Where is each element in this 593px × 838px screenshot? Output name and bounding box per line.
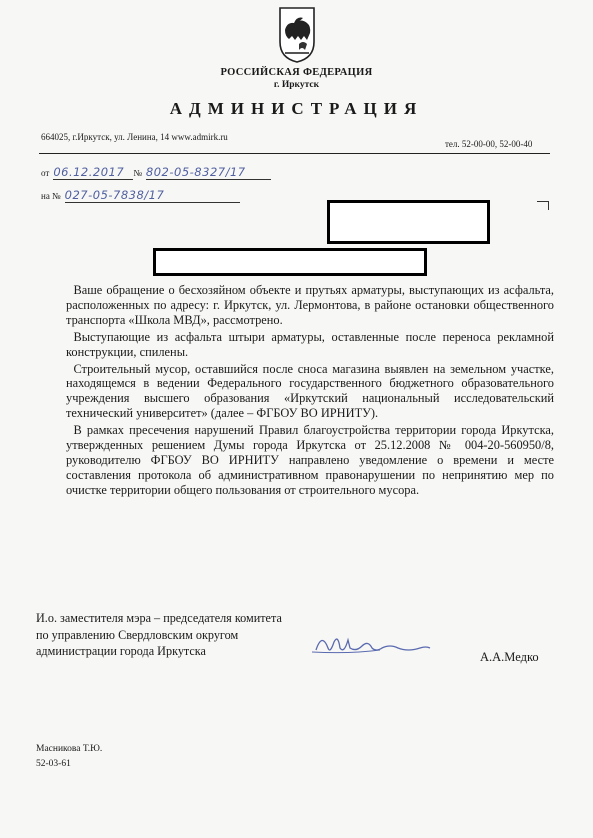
organization-phone: тел. 52-00-00, 52-00-40 bbox=[445, 139, 533, 149]
executor-phone: 52-03-61 bbox=[36, 759, 71, 769]
outgoing-number-line bbox=[41, 163, 276, 181]
paragraph-3 bbox=[66, 362, 554, 422]
number-label: № bbox=[133, 168, 142, 178]
outgoing-date: 06.12.2017 bbox=[53, 165, 133, 180]
reference-number: 027-05-7838/17 bbox=[65, 188, 240, 203]
signatory-line-3: администрации города Иркутска bbox=[36, 644, 206, 658]
signatory-title bbox=[36, 610, 282, 660]
city-name: г. Иркутск bbox=[273, 80, 320, 90]
paragraph-2-text: Выступающие из асфальта штыри арматуры, оставленные после переноса рекламной конструкции, спилены. bbox=[66, 329, 554, 359]
paragraph-3-text: Строительный мусор, оставшийся после сноса магазина выявлен на земельном участке, находящемся в ведении Федерального государственного бюджетного образовательного учреждения высшего образования «Иркутский национальный исследовательский технический университет» (далее – ФГБОУ ВО ИРНИТУ). bbox=[66, 361, 554, 421]
organization-address: 664025, г.Иркутск, ул. Ленина, 14 www.admirk.ru bbox=[41, 132, 228, 142]
organization-title: АДМИНИСТРАЦИЯ bbox=[169, 99, 424, 118]
header-divider bbox=[39, 153, 550, 154]
paragraph-4 bbox=[66, 423, 554, 498]
coat-of-arms-icon bbox=[277, 6, 317, 64]
handwritten-signature bbox=[310, 628, 435, 660]
executor-name: Масникова Т.Ю. bbox=[36, 744, 103, 754]
letter-body bbox=[66, 283, 554, 500]
paragraph-4-text: В рамках пресечения нарушений Правил благоустройства территории города Иркутска, утвержденных решением Думы города Иркутска от 25.12.2008 № 004-20-560950/8, руководителю ФГБОУ ВО ИРНИТУ направлено уведомление о времени и месте составления протокола об административном правонарушении по непринятию мер по очистке территории общего пользования от строительного мусора. bbox=[66, 423, 554, 497]
outgoing-number: 802-05-8327/17 bbox=[146, 165, 271, 180]
paragraph-2 bbox=[66, 330, 554, 360]
reference-label: на № bbox=[41, 191, 61, 201]
address-corner-mark bbox=[537, 201, 549, 210]
signatory-line-1: И.о. заместителя мэра – председателя комитета bbox=[36, 611, 282, 625]
executor-info bbox=[36, 742, 102, 772]
from-label: от bbox=[41, 168, 50, 178]
signatory-line-2: по управлению Свердловским округом bbox=[36, 627, 239, 642]
redacted-recipient-name bbox=[327, 200, 490, 244]
reference-number-line bbox=[41, 186, 251, 204]
redacted-recipient-address bbox=[153, 248, 427, 276]
country-name: РОССИЙСКАЯ ФЕДЕРАЦИЯ bbox=[220, 67, 373, 78]
paragraph-1 bbox=[66, 283, 554, 328]
paragraph-1-text: Ваше обращение о бесхозяйном объекте и прутьях арматуры, выступающих из асфальта, расположенных по адресу: г. Иркутск, ул. Лермонтова, в районе остановки общественного транспорта «Школа МВД», рассмотрено. bbox=[66, 283, 554, 327]
signatory-name: А.А.Медко bbox=[480, 650, 539, 664]
